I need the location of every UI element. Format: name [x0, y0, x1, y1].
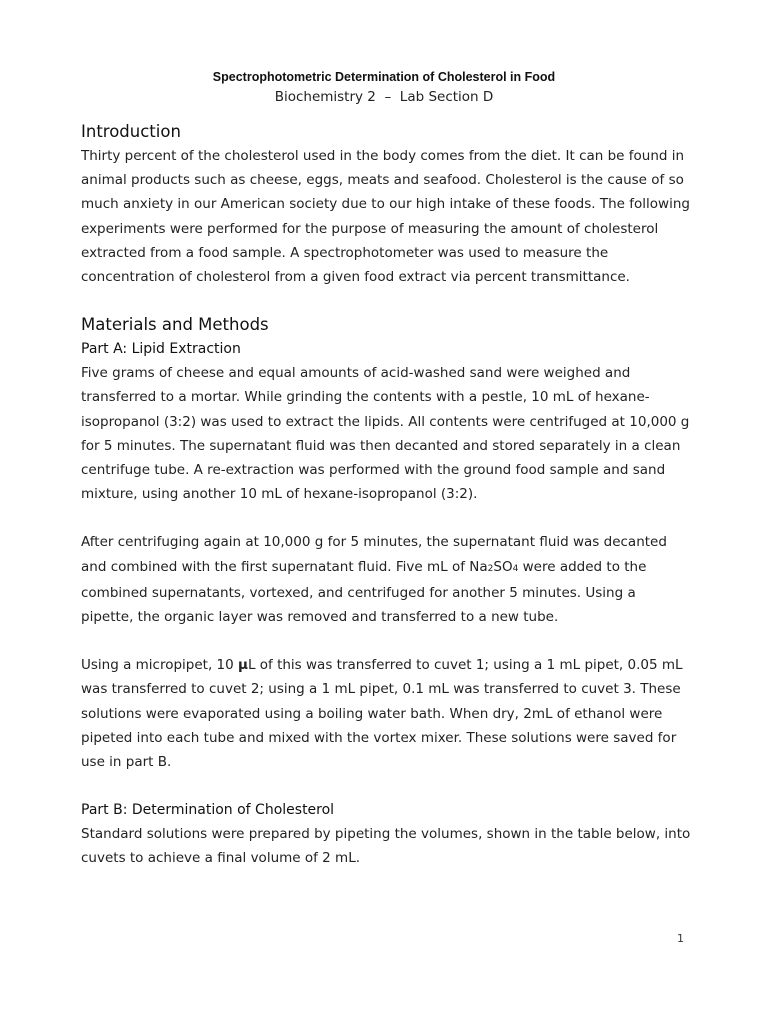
- subscript-4: 4: [512, 563, 519, 574]
- part-a-subsection: [81, 337, 691, 774]
- part-a-paragraph-2-text-a: After centrifuging again at 10,000 g for 5 minutes, the supernatant fluid was decanted and combined with the first supernatant fluid. Five mL of Na: [81, 534, 667, 575]
- introduction-section: [81, 120, 691, 289]
- part-b-subsection: [81, 798, 691, 870]
- document-title: Spectrophotometric Determination of Cholesterol in Food: [212, 70, 556, 84]
- micro-symbol: µ: [238, 657, 248, 674]
- paragraph-spacer: [81, 629, 691, 653]
- part-a-paragraph-3-text-b: L of this was transferred to cuvet 1; using a 1 mL pipet, 0.05 mL was transferred to cuvet 2; using a 1 mL pipet, 0.1 mL was transferred to cuvet 3. These solutions were evaporated using a boiling water bath. When dry, 2mL of ethanol were pipeted into each tube and mixed with the vortex mixer. These solutions were saved for use in part B.: [81, 657, 683, 771]
- introduction-paragraph: Thirty percent of the cholesterol used in the body comes from the diet. It can be found in animal products such as cheese, eggs, meats and seafood. Cholesterol is the cause of so much anxiety in our American society due to our high intake of these foods. The following experiments were performed for the purpose of measuring the amount of cholesterol extracted from a food sample. A spectrophotometer was used to measure the concentration of cholesterol from a given food extract via percent transmittance.: [81, 148, 690, 286]
- subscript-2: 2: [487, 563, 494, 574]
- part-b-paragraph: Standard solutions were prepared by pipeting the volumes, shown in the table below, into cuvets to achieve a final volume of 2 mL.: [81, 826, 691, 867]
- page-number: 1: [677, 932, 684, 945]
- paragraph-spacer: [81, 774, 691, 798]
- part-a-heading: Part A: Lipid Extraction: [81, 341, 241, 358]
- part-b-heading: Part B: Determination of Cholesterol: [81, 802, 335, 819]
- part-a-paragraph-3-text-a: Using a micropipet, 10: [81, 657, 239, 674]
- document-subtitle: Biochemistry 2 – Lab Section D: [274, 89, 494, 105]
- part-a-paragraph-2-text-c: were added to the combined supernatants, vortexed, and centrifuged for another 5 minutes. Using a pipette, the organic layer was removed and transferred to a new tube.: [81, 558, 647, 626]
- part-a-paragraph-2-text-b: SO: [493, 558, 513, 575]
- materials-methods-heading: Materials and Methods: [81, 315, 269, 335]
- introduction-heading: Introduction: [81, 122, 181, 141]
- materials-methods-section: [81, 313, 691, 870]
- part-a-paragraph-1: Five grams of cheese and equal amounts of acid-washed sand were weighed and transferred to a mortar. While grinding the contents with a pestle, 10 mL of hexane-isopropanol (3:2) was used to extract the lipids. All contents were centrifuged at 10,000 g for 5 minutes. The supernatant fluid was then decanted and stored separately in a clean centrifuge tube. A re-extraction was performed with the ground food sample and sand mixture, using another 10 mL of hexane-isopropanol (3:2).: [81, 365, 690, 503]
- part-a-paragraph-3: [81, 653, 691, 774]
- document-body: [81, 120, 691, 871]
- paragraph-spacer: [81, 506, 691, 530]
- part-a-paragraph-2: [81, 530, 691, 629]
- section-spacer: [81, 289, 691, 313]
